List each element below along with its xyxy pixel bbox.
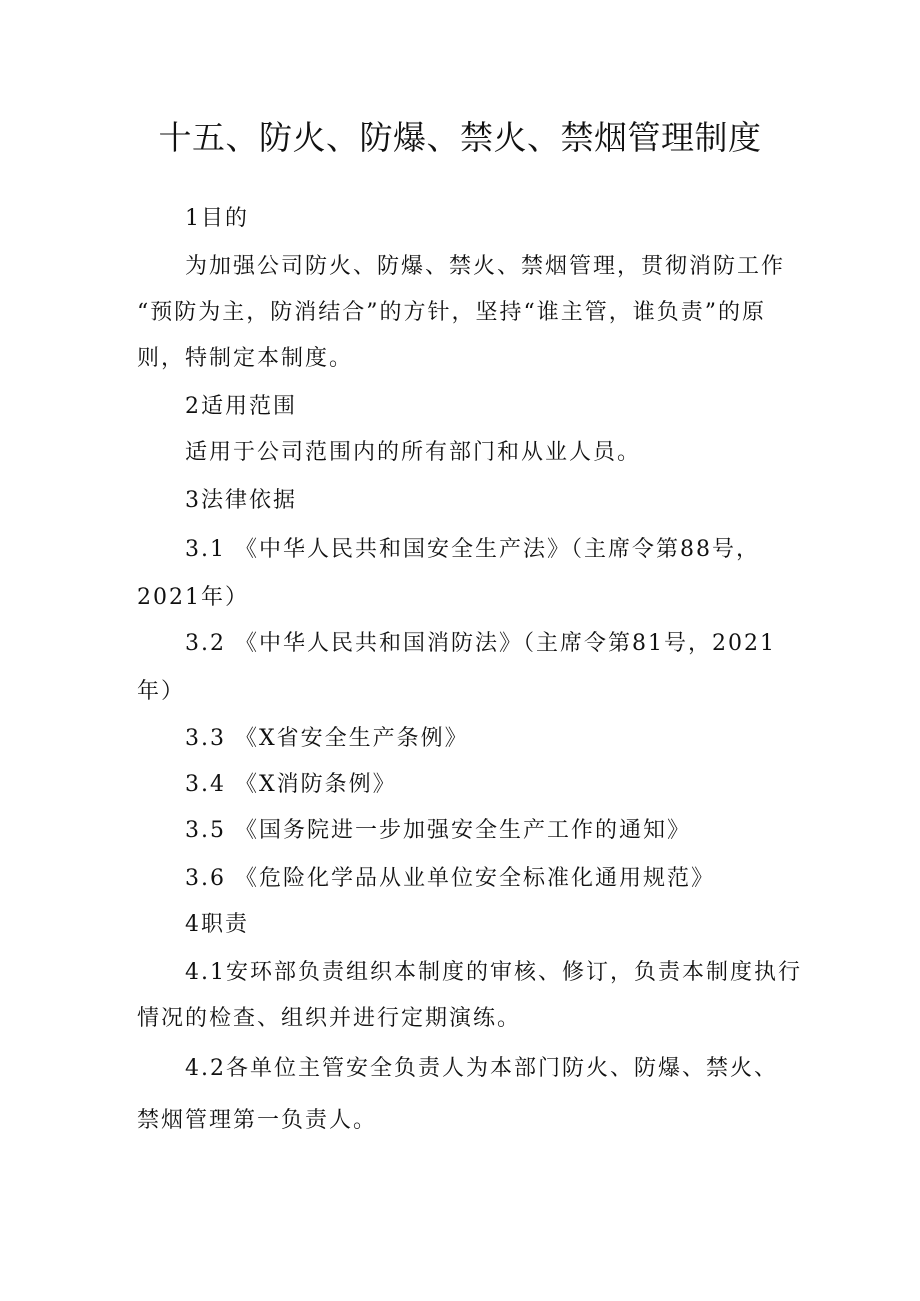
paragraph-line: 3.4 《X消防条例》: [185, 772, 397, 797]
section-heading-purpose: [137, 196, 787, 242]
paragraph-line: 则，特制定本制度。: [137, 346, 354, 371]
heading-line: 3法律依据: [185, 488, 297, 513]
heading-line: 4职责: [185, 912, 249, 937]
paragraph-legal-3-6: [137, 856, 787, 902]
paragraph-responsibility-4-1: [137, 950, 802, 1042]
paragraph-legal-3-3: [137, 716, 787, 762]
paragraph-line: “预防为主，防消结合”的方针，坚持“谁主管，谁负责”的原: [137, 300, 766, 325]
paragraph-legal-3-1: [137, 526, 787, 622]
paragraph-legal-3-5: [137, 808, 787, 854]
heading-line: 1目的: [185, 206, 249, 231]
heading-line: 2适用范围: [185, 394, 297, 419]
paragraph-line: 禁烟管理第一负责人。: [137, 1108, 378, 1133]
paragraph-line: 3.3 《X省安全生产条例》: [185, 726, 469, 751]
paragraph-line: 情况的检查、组织并进行定期演练。: [137, 1006, 522, 1031]
paragraph-line: 3.5 《国务院进一步加强安全生产工作的通知》: [185, 818, 691, 843]
paragraph-responsibility-4-2: [137, 1046, 787, 1144]
page-title: 十五、防火、防爆、禁火、禁烟管理制度: [158, 118, 762, 157]
paragraph-line: 3.6 《危险化学品从业单位安全标准化通用规范》: [185, 866, 715, 891]
paragraph-legal-3-4: [137, 762, 787, 808]
paragraph-line: 3.1 《中华人民共和国安全生产法》（主席令第88号，: [185, 537, 760, 562]
section-heading-responsibilities: [137, 902, 787, 948]
paragraph-line: 4.1安环部负责组织本制度的审核、修订，负责本制度执行: [185, 960, 802, 985]
section-heading-legal-basis: [137, 478, 787, 524]
paragraph-line: 年）: [137, 679, 186, 704]
paragraph-line: 4.2各单位主管安全负责人为本部门防火、防爆、禁火、: [185, 1056, 778, 1081]
paragraph-purpose: [137, 244, 787, 382]
paragraph-legal-3-2: [137, 620, 787, 716]
paragraph-line: 2021年）: [137, 585, 249, 610]
paragraph-line: 为加强公司防火、防爆、禁火、禁烟管理，贯彻消防工作: [185, 254, 786, 279]
paragraph-scope: [137, 430, 787, 476]
paragraph-line: 适用于公司范围内的所有部门和从业人员。: [185, 440, 642, 465]
paragraph-line: 3.2 《中华人民共和国消防法》（主席令第81号，2021: [185, 631, 776, 656]
section-heading-scope: [137, 384, 787, 430]
